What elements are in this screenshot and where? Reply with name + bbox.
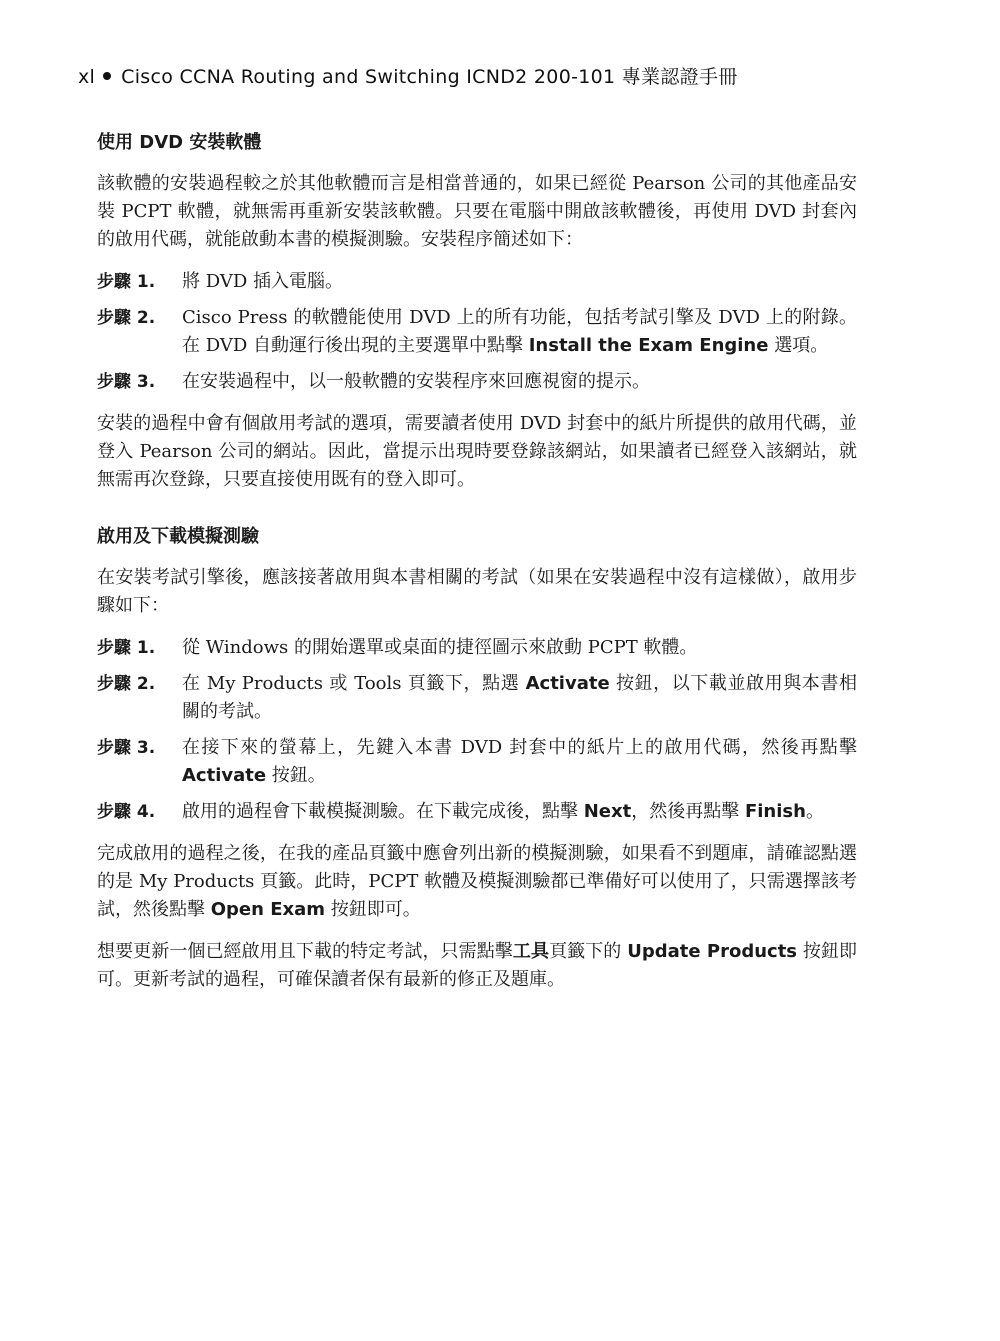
section1-intro-paragraph: 該軟體的安裝過程較之於其他軟體而言是相當普通的，如果已經從 Pearson 公司的其他產品安裝 PCPT 軟體，就無需再重新安裝該軟體。只要在電腦中開啟該軟體後，再使用 DVD 封套內的啟用代碼，就能啟動本書的模擬測驗。安裝程序簡述如下： bbox=[97, 173, 857, 250]
running-header bbox=[78, 62, 738, 89]
book-title: Cisco CCNA Routing and Switching ICND2 200-101 專業認證手冊 bbox=[121, 66, 738, 88]
step-item bbox=[97, 304, 857, 360]
ui-term-next: Next bbox=[583, 801, 632, 822]
page-number: xl bbox=[78, 66, 96, 88]
section-heading-install-dvd: 使用 DVD 安裝軟體 bbox=[97, 132, 262, 153]
section1-steps bbox=[97, 268, 857, 396]
ui-term-tools: 工具 bbox=[512, 941, 550, 962]
step-item bbox=[97, 798, 857, 826]
section2-completion-paragraph bbox=[97, 840, 857, 924]
paragraph-text-part: 按鈕即可。 bbox=[325, 899, 421, 920]
bullet-separator bbox=[103, 72, 111, 80]
step-text-part: 選項。 bbox=[768, 335, 829, 356]
step-text-part: 。 bbox=[805, 801, 824, 822]
step-item bbox=[97, 268, 857, 296]
step-text-part: ，然後再點擊 bbox=[631, 801, 745, 822]
step-label: 步驟 1. bbox=[97, 272, 156, 292]
paragraph-text-part: 頁籤下的 bbox=[549, 941, 628, 962]
step-text bbox=[182, 304, 857, 360]
step-text-part: 在接下來的螢幕上，先鍵入本書 DVD 封套中的紙片上的啟用代碼，然後再點擊 bbox=[182, 737, 857, 758]
step-text-part: 按鈕，以下載並啟用與本書相關的考試。 bbox=[182, 673, 857, 722]
paragraph-text-part: 按鈕即可。更新考試的過程，可確保讀者保有最新的修正及題庫。 bbox=[97, 941, 857, 990]
step-item bbox=[97, 368, 857, 396]
step-label: 步驟 2. bbox=[97, 674, 156, 694]
step-item bbox=[97, 734, 857, 790]
section2-steps bbox=[97, 634, 857, 826]
step-label: 步驟 3. bbox=[97, 738, 156, 758]
step-item bbox=[97, 670, 857, 726]
ui-term-activate: Activate bbox=[182, 765, 267, 786]
ui-term-update-products: Update Products bbox=[627, 941, 798, 962]
step-label: 步驟 4. bbox=[97, 802, 156, 822]
step-text-part: Cisco Press 的軟體能使用 DVD 上的所有功能，包括考試引擎及 DVD 上的附錄。在 DVD 自動運行後出現的主要選單中點擊 bbox=[182, 307, 857, 356]
step-text: 從 Windows 的開始選單或桌面的捷徑圖示來啟動 PCPT 軟體。 bbox=[182, 637, 698, 658]
section2-intro-paragraph: 在安裝考試引擎後，應該接著啟用與本書相關的考試（如果在安裝過程中沒有這樣做），啟用步驟如下： bbox=[97, 567, 857, 616]
section2-update-paragraph bbox=[97, 938, 857, 994]
step-item bbox=[97, 634, 857, 662]
step-text bbox=[182, 670, 857, 726]
step-text-part: 啟用的過程會下載模擬測驗。在下載完成後，點擊 bbox=[182, 801, 584, 822]
step-text: 將 DVD 插入電腦。 bbox=[182, 271, 343, 292]
ui-term-open-exam: Open Exam bbox=[210, 899, 326, 920]
ui-term-finish: Finish bbox=[744, 801, 806, 822]
step-text: 在安裝過程中，以一般軟體的安裝程序來回應視窗的提示。 bbox=[182, 371, 650, 392]
step-text bbox=[182, 798, 857, 826]
step-label: 步驟 3. bbox=[97, 372, 156, 392]
section-heading-activate-download: 啟用及下載模擬測驗 bbox=[97, 526, 259, 547]
step-text-part: 在 My Products 或 Tools 頁籤下，點選 bbox=[182, 673, 526, 694]
paragraph-text-part: 想要更新一個已經啟用且下載的特定考試，只需點擊 bbox=[97, 941, 513, 962]
section1-after-paragraph: 安裝的過程中會有個啟用考試的選項，需要讀者使用 DVD 封套中的紙片所提供的啟用代碼，並登入 Pearson 公司的網站。因此，當提示出現時要登錄該網站，如果讀者已經登入該網站，就無需再次登錄，只要直接使用既有的登入即可。 bbox=[97, 413, 857, 490]
step-text bbox=[182, 734, 857, 790]
paragraph-text-part: 完成啟用的過程之後，在我的產品頁籤中應會列出新的模擬測驗，如果看不到題庫，請確認點選的是 My Products 頁籤。此時，PCPT 軟體及模擬測驗都已準備好可以使用了，只需選擇該考試，然後點擊 bbox=[97, 843, 857, 920]
step-label: 步驟 2. bbox=[97, 308, 156, 328]
ui-term-install-exam-engine: Install the Exam Engine bbox=[528, 335, 769, 356]
ui-term-activate: Activate bbox=[525, 673, 610, 694]
page-body bbox=[97, 130, 857, 1008]
step-label: 步驟 1. bbox=[97, 638, 156, 658]
step-text-part: 按鈕。 bbox=[266, 765, 326, 786]
